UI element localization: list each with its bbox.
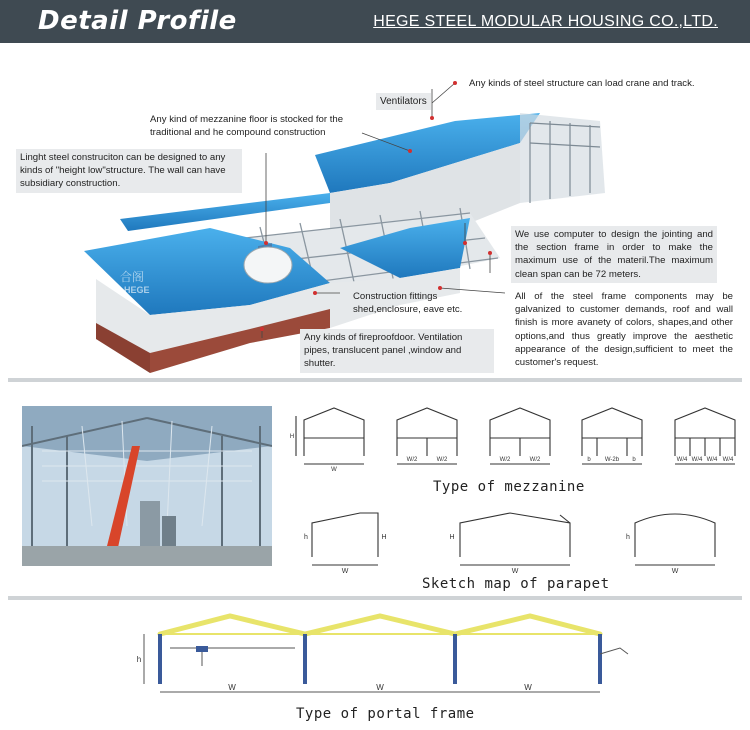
logo-chinese-text: 合阁 <box>120 270 145 284</box>
dim-label: h <box>626 534 630 541</box>
logo-brand-text: HEGE <box>124 285 150 295</box>
dim-label: b <box>632 457 636 463</box>
divider-top <box>8 378 742 382</box>
dim-label: W-2b <box>604 457 620 463</box>
dim-label: W <box>376 683 384 692</box>
callout-galvanized: All of the steel frame components may be galvanized to customer demands, roof and wall finish is more avanety of colors, shapes,and other options,and thus greatly improve the aesthetic appearance of the design,sufficient to meet the customer's request. <box>515 291 733 369</box>
callout-computer-design: We use computer to design the jointing and the section frame in order to make the maximum use of the materil.The maximum clean span can be 72 meters. <box>511 226 717 283</box>
callout-mezzanine: Any kind of mezzanine floor is stocked for the traditional and he compound construction <box>150 114 344 139</box>
mezzanine-diagrams <box>282 398 742 473</box>
back-roof <box>120 193 330 231</box>
dim-label: W <box>524 683 532 692</box>
callout-crane: Any kinds of steel structure can load crane and track. <box>469 78 695 89</box>
caption-portal-frame: Type of portal frame <box>296 706 475 722</box>
dim-label: W <box>511 568 519 575</box>
dim-label: W/4 <box>676 457 688 463</box>
parapet-diagrams <box>290 505 730 575</box>
dim-label: h <box>304 534 308 541</box>
dim-label: W/2 <box>406 457 418 463</box>
header-bar <box>0 0 750 43</box>
callout-fireproof: Any kinds of fireproofdoor. Ventilation pipes, translucent panel ,window and shutter. <box>300 329 494 373</box>
dim-label: W <box>331 467 337 473</box>
dim-label: H <box>381 534 387 541</box>
dim-label: b <box>587 457 591 463</box>
dim-label: W/2 <box>436 457 448 463</box>
dim-label: W/2 <box>529 457 541 463</box>
dim-label: W/2 <box>499 457 511 463</box>
dim-label: h <box>136 655 142 664</box>
dim-label: W <box>341 568 349 575</box>
dim-label: W/4 <box>691 457 703 463</box>
caption-mezzanine: Type of mezzanine <box>433 479 585 495</box>
dim-label: W <box>671 568 679 575</box>
company-name: HEGE STEEL MODULAR HOUSING CO.,LTD. <box>373 13 718 30</box>
dim-label: W/4 <box>706 457 718 463</box>
callout-fittings: Construction fittings shed,enclosure, eave etc. <box>353 291 463 316</box>
dim-label: H <box>449 534 455 541</box>
divider-bottom <box>8 596 742 600</box>
dim-label: W/4 <box>722 457 734 463</box>
portal-frame-diagram <box>130 608 650 700</box>
dim-label: H <box>289 434 295 440</box>
roof-opening <box>244 247 292 283</box>
steel-frame-photo <box>22 406 272 566</box>
caption-parapet: Sketch map of parapet <box>422 576 610 592</box>
callout-light-steel: Linght steel construciton can be designed to any kinds of "height low"structure. The wall can have subsidiary construction. <box>16 149 242 193</box>
callout-ventilators: Ventilators <box>376 93 431 110</box>
page-title: Detail Profile <box>38 6 237 36</box>
dim-label: W <box>228 683 236 692</box>
